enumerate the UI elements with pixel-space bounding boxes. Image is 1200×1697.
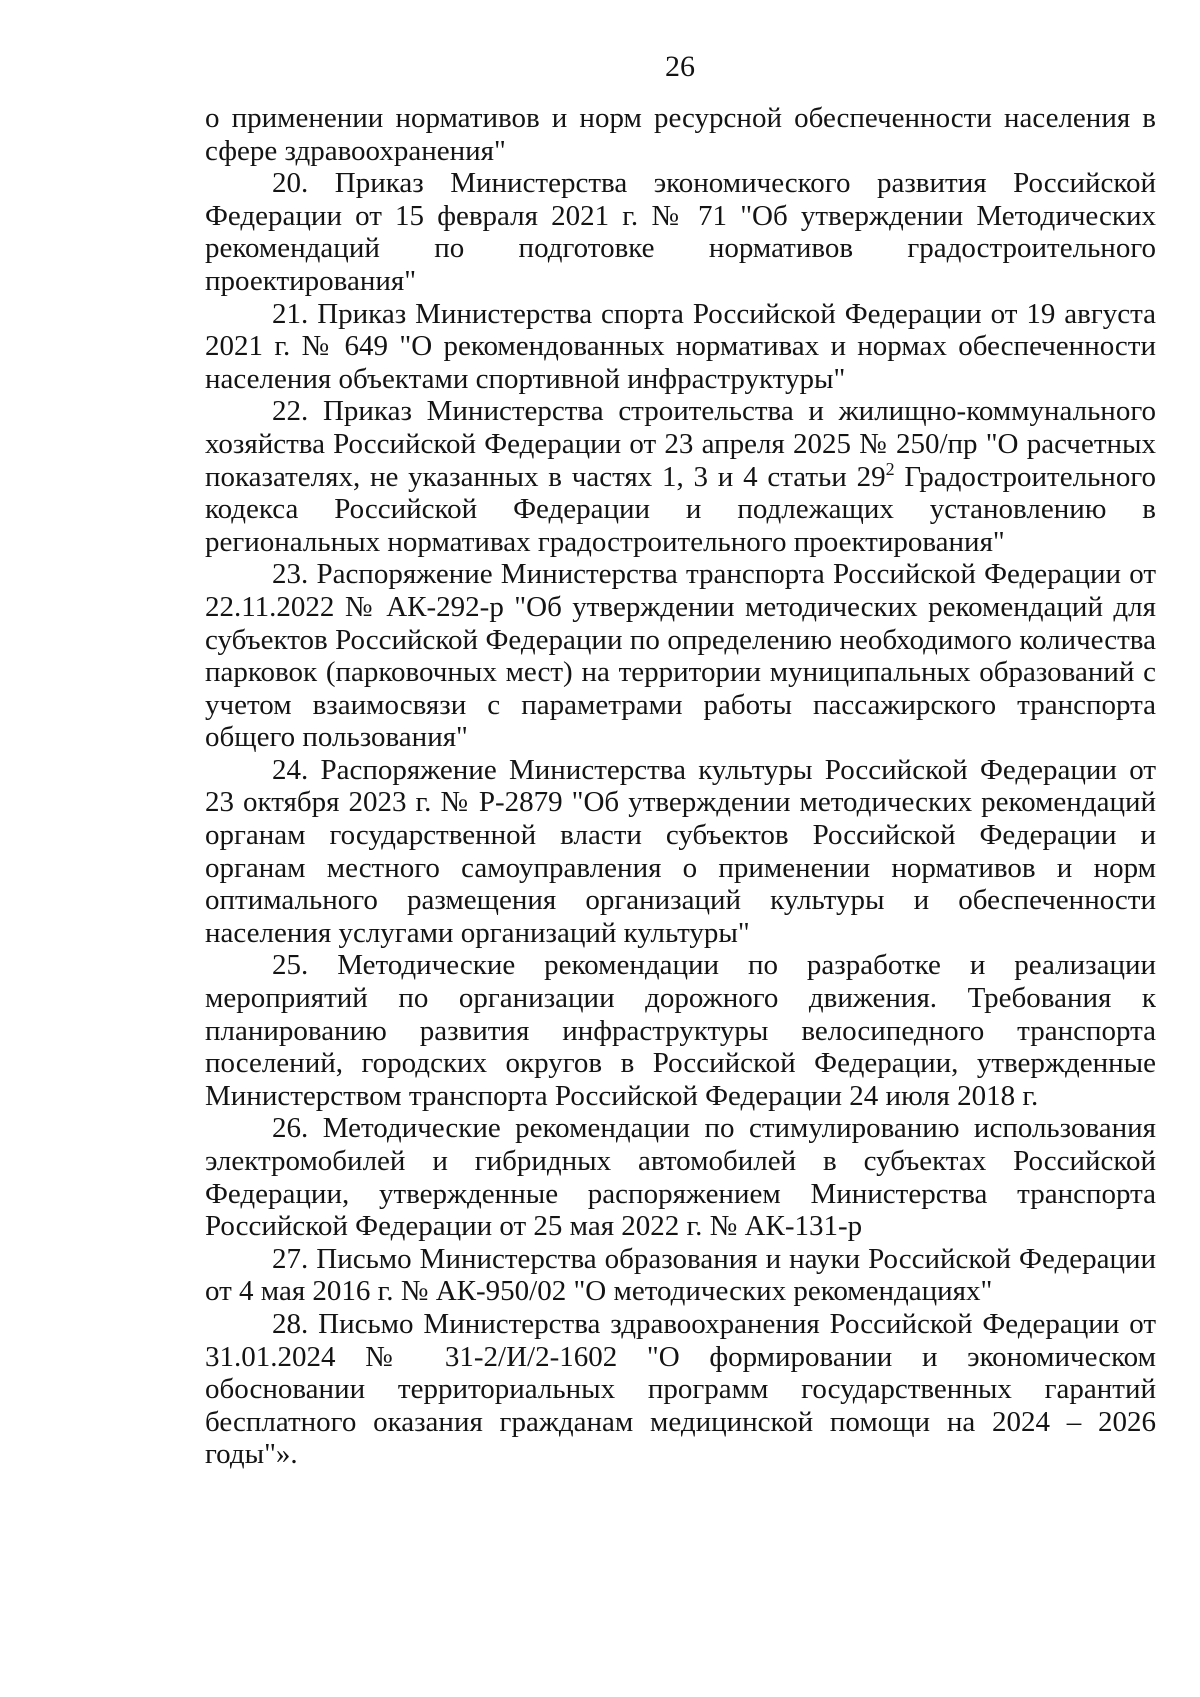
- item-text: Распоряжение Министерства культуры Российской Федерации от 23 октября 2023 г. № Р-2879 "Об утверждении методических рекомендаций органам государственной власти субъектов Российской Федерации и органам местного самоуправления о применении нормативов и норм оптимального размещения организаций культуры и обеспеченности населения услугами организаций культуры": [205, 753, 1157, 949]
- item-text: Методические рекомендации по разработке и реализации мероприятий по организации дорожного движения. Требования к планированию развития инфраструктуры велосипедного транспорта поселений, городских округов в Российской Федерации, утвержденные Министерством транспорта Российской Федерации 24 июля 2018 г.: [205, 949, 1156, 1112]
- item-number: 23.: [272, 558, 309, 591]
- list-item-22: [205, 395, 1156, 558]
- superscript: 2: [885, 458, 895, 479]
- item-number: 24.: [272, 753, 309, 786]
- item-number: 27.: [272, 1242, 309, 1275]
- list-item-20: [205, 167, 1156, 297]
- item-number: 21.: [272, 297, 309, 330]
- item-text: Приказ Министерства экономического развития Российской Федерации от 15 февраля 2021 г. № 71 "Об утверждении Методических рекомендаций по подготовке нормативов градостроительного проектирования": [205, 167, 1156, 297]
- list-item-23: [205, 558, 1156, 754]
- item-text: Приказ Министерства строительства и жилищно-коммунального хозяйства Российской Федерации от 23 апреля 2025 № 250/пр "О расчетных показателях, не указанных в частях 1, 3 и 4 статьи 29: [205, 395, 1156, 493]
- item-text-continued: Градостроительного кодекса Российской Федерации и подлежащих установлению в региональных нормативах градостроительного проектирования": [205, 460, 1156, 558]
- list-item-25: [205, 949, 1156, 1112]
- item-text: Методические рекомендации по стимулированию использования электромобилей и гибридных автомобилей в субъектах Российской Федерации, утвержденные распоряжением Министерства транспорта Российской Федерации от 25 мая 2022 г. № АК-131-р: [205, 1112, 1156, 1243]
- item-text: Распоряжение Министерства транспорта Российской Федерации от 22.11.2022 № АК-292-р "Об утверждении методических рекомендаций для субъектов Российской Федерации по определению необходимого количества парковок (парковочных мест) на территории муниципальных образований с учетом взаимосвязи с параметрами работы пассажирского транспорта общего пользования": [205, 558, 1156, 754]
- page-number: 26: [665, 50, 695, 83]
- intro-paragraph: о применении нормативов и норм ресурсной обеспеченности населения в сфере здравоохранения": [205, 102, 1156, 167]
- item-text: Письмо Министерства образования и науки Российской Федерации от 4 мая 2016 г. № АК-950/02 "О методических рекомендациях": [205, 1242, 1157, 1308]
- item-number: 26.: [272, 1112, 309, 1145]
- list-item-26: [205, 1112, 1156, 1242]
- document-body: [205, 102, 1156, 1471]
- item-number: 25.: [272, 949, 309, 982]
- list-item-28: [205, 1308, 1156, 1471]
- item-number: 22.: [272, 395, 309, 428]
- item-number: 28.: [272, 1307, 309, 1340]
- item-text: Приказ Министерства спорта Российской Федерации от 19 августа 2021 г. № 649 "О рекомендованных нормативах и нормах обеспеченности населения объектами спортивной инфраструктуры": [205, 297, 1157, 395]
- list-item-21: [205, 298, 1156, 396]
- item-text: Письмо Министерства здравоохранения Российской Федерации от 31.01.2024 № 31-2/И/2-1602 "О формировании и экономическом обосновании территориальных программ государственных гарантий бесплатного оказания гражданам медицинской помощи на 2024 – 2026 годы"».: [205, 1307, 1156, 1471]
- list-item-27: [205, 1243, 1156, 1308]
- list-item-24: [205, 754, 1156, 950]
- item-number: 20.: [272, 167, 309, 200]
